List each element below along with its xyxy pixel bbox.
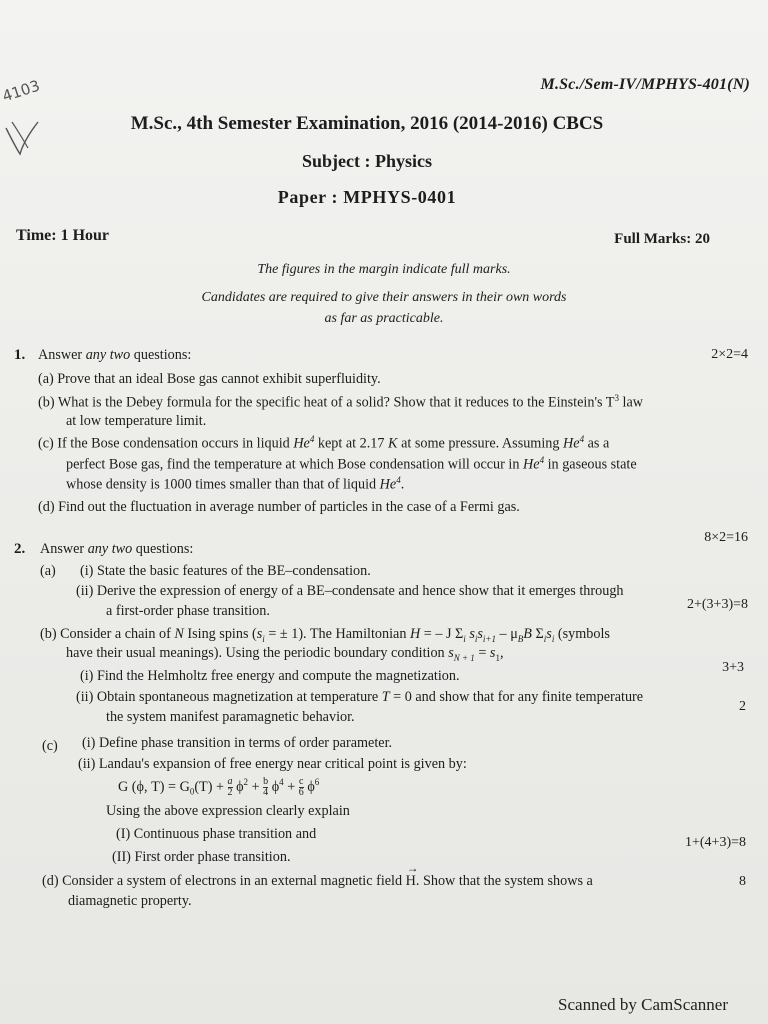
- q1-marks: 2×2=4: [711, 347, 748, 362]
- scanner-watermark: Scanned by CamScanner: [558, 995, 728, 1014]
- q2-b-i: (i) Find the Helmholtz free energy and compute the magnetization.: [80, 668, 460, 684]
- q1-b-line2: at low temperature limit.: [66, 413, 207, 429]
- q2-c-tag: (c): [42, 738, 58, 754]
- exam-subject: Subject : Physics: [302, 151, 432, 171]
- q2-b-line1: (b) Consider a chain of N Ising spins ($s_i$ = ± 1). The Hamiltonian H = – J $\Sigma_i$ $s_is_{i+1} - \mu_BB$ $\Sigma_is_i$ (symbols: [40, 626, 610, 644]
- paper-code: M.Sc./Sem-IV/MPHYS-401(N): [540, 76, 750, 93]
- instruction-note-2a: Candidates are required to give their answers in their own words: [201, 290, 567, 305]
- q2-a-ii-line2: a first-order phase transition.: [106, 603, 270, 619]
- q2-marks: 8×2=16: [704, 530, 748, 545]
- q2-d-marks: 8: [739, 874, 746, 889]
- q1-c-line3: whose density is 1000 times smaller than that of liquid He$^4$.: [66, 475, 405, 493]
- q2-c-II: (II) First order phase transition.: [112, 849, 291, 865]
- q2-d-line1: (d) Consider a system of electrons in an external magnetic field → H. Show that the system shows a: [42, 861, 593, 889]
- q1-c-line2: perfect Bose gas, find the temperature at which Bose condensation will occur in He$^4$ in gaseous state: [66, 455, 637, 473]
- q2-c-ii: (ii) Landau's expansion of free energy near critical point is given by:: [78, 756, 467, 772]
- q1-number: 1.: [14, 347, 26, 363]
- q1-d: (d) Find out the fluctuation in average number of particles in the case of a Fermi gas.: [38, 499, 520, 515]
- q2-a-i: (i) State the basic features of the BE–condensation.: [80, 563, 371, 579]
- q2-a-ii-line1: (ii) Derive the expression of energy of a BE–condensate and hence show that it emerges through: [76, 583, 624, 599]
- q1-b-line1: (b) What is the Debey formula for the specific heat of a solid? Show that it reduces to the Einstein's $T^3$ law: [38, 393, 644, 411]
- q2-b-ii-marks: 2: [739, 699, 746, 714]
- exam-paper: Paper : MPHYS-0401: [277, 187, 457, 207]
- q1-a: (a) Prove that an ideal Bose gas cannot exhibit superfluidity.: [38, 371, 381, 387]
- q2-b-i-marks: 3+3: [722, 660, 744, 675]
- q2-a-marks: 2+(3+3)=8: [686, 597, 748, 612]
- q2-number: 2.: [14, 541, 26, 557]
- q2-c-using: Using the above expression clearly explain: [106, 803, 350, 819]
- q1-c-line1: (c) If the Bose condensation occurs in liquid He$^4$ kept at 2.17 K at some pressure. Assuming He$^4$ as a: [38, 434, 610, 452]
- handwritten-note: 4103: [0, 76, 43, 106]
- instruction-note-2b: as far as practicable.: [324, 311, 444, 326]
- q2-instruction: Answer any two questions:: [40, 541, 194, 557]
- exam-title: M.Sc., 4th Semester Examination, 2016 (2014-2016) CBCS: [130, 113, 604, 134]
- q2-a-tag: (a): [40, 563, 56, 579]
- landau-equation: G (ϕ, $T) = G_0(T)$ + $\frac{a}{2}$ $\phi^2$ + $\frac{b}{4}$ $\phi^4$ + $\frac{c}{6}$ $\phi^6$: [118, 776, 320, 798]
- q2-b-ii-line2: the system manifest paramagnetic behavior.: [106, 709, 355, 725]
- q2-b-ii-line1: (ii) Obtain spontaneous magnetization at temperature T = 0 and show that for any finite temperature: [76, 689, 644, 705]
- q2-b-line2: have their usual meanings). Using the periodic boundary condition $s_{N + 1} = s_1$,: [66, 645, 504, 663]
- full-marks: Full Marks: 20: [614, 231, 710, 247]
- exam-time: Time: 1 Hour: [16, 227, 110, 244]
- instruction-note-1: The figures in the margin indicate full marks.: [257, 262, 511, 277]
- q2-c-i: (i) Define phase transition in terms of order parameter.: [82, 735, 393, 751]
- q2-c-I: (I) Continuous phase transition and: [116, 826, 317, 842]
- q1-instruction: Answer any two questions:: [38, 347, 192, 363]
- q2-c-marks: 1+(4+3)=8: [684, 835, 746, 850]
- q2-d-line2: diamagnetic property.: [68, 893, 192, 909]
